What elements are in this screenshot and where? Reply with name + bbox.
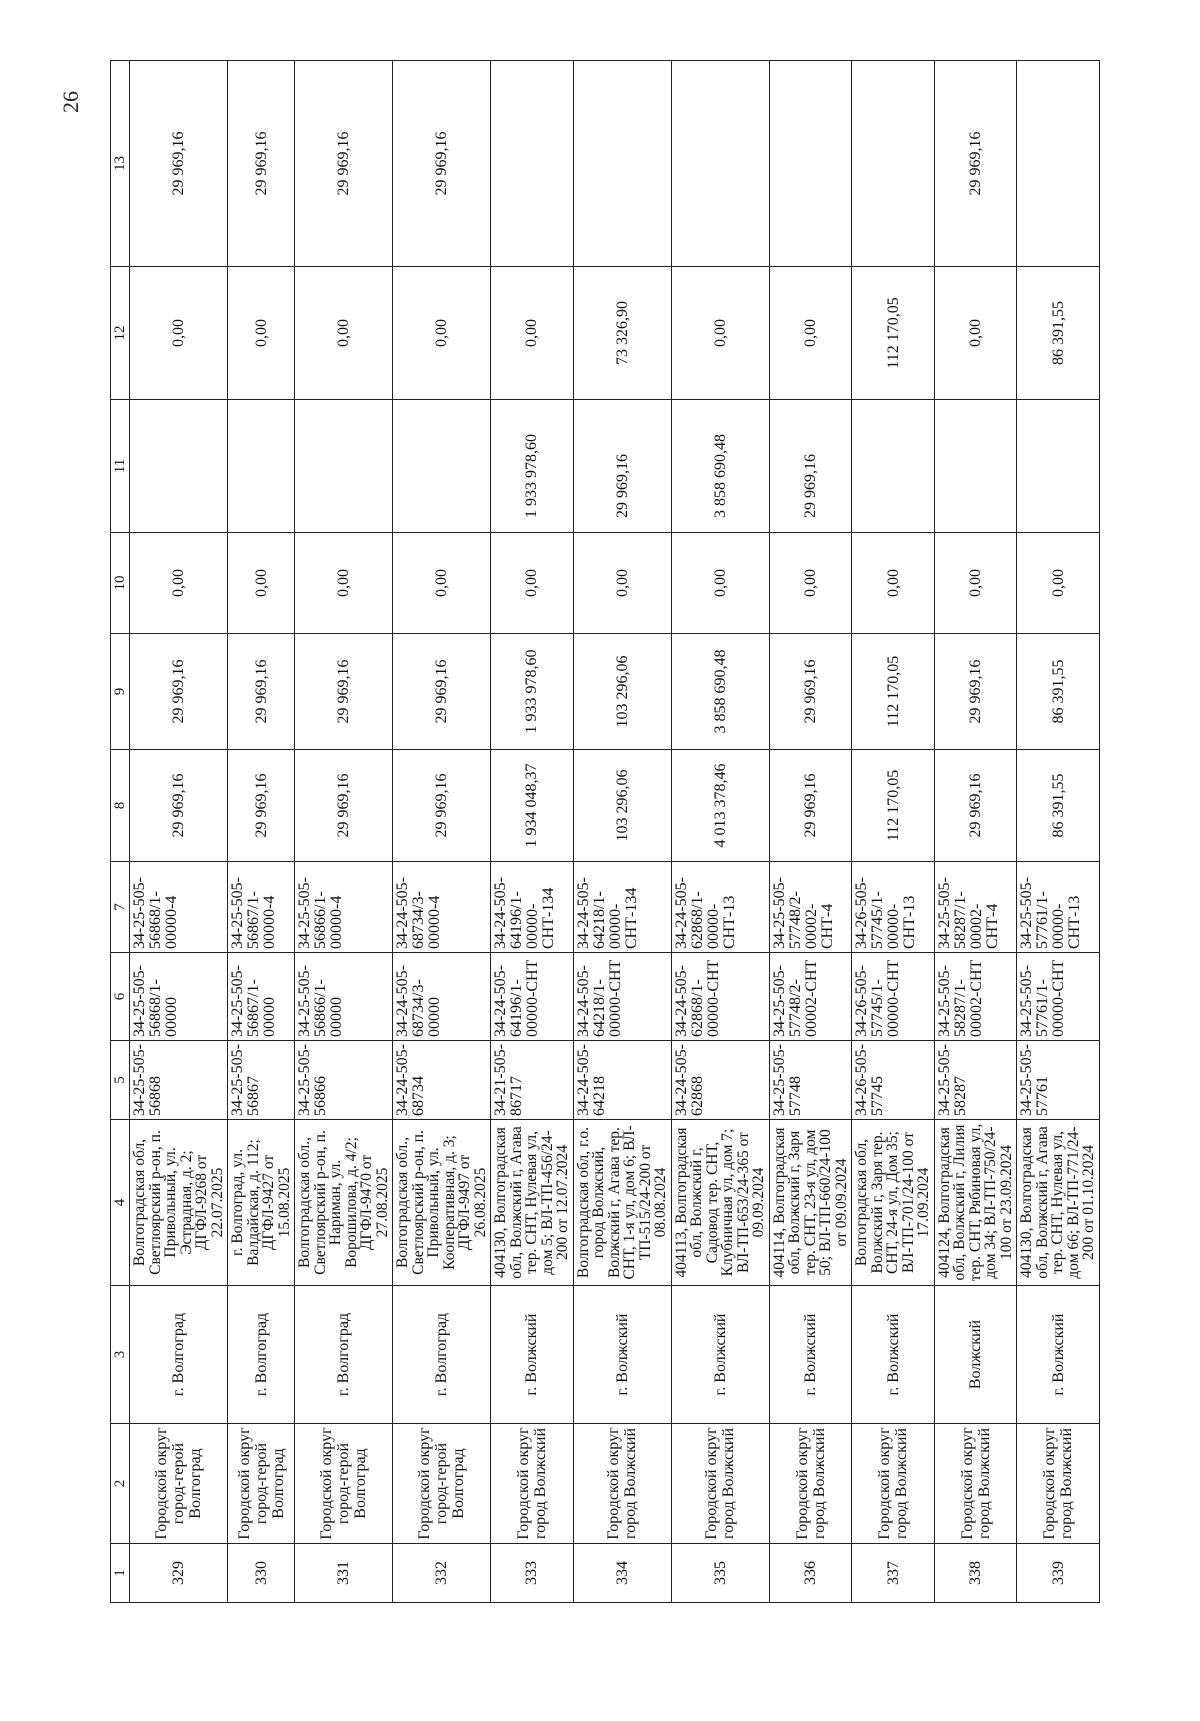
cell-amount-col9: 29 969,16 [295, 634, 393, 750]
cell-municipality: Городской округ город-герой Волгоград [295, 1424, 393, 1544]
cell-address-contract: 404113, Волгоградская обл, Волжский г, Садовод тер. СНТ, Клубничная ул, дом 7; ВЛ-ТП-653/24-365 от 09.09.2024 [671, 1120, 769, 1286]
cell-cadastral-id: 34-24-505-62868 [671, 1041, 769, 1120]
cell-cadastral-id: 34-25-505-56866 [295, 1041, 393, 1120]
table-row [671, 61, 769, 1603]
cell-amount-col8: 29 969,16 [228, 750, 295, 862]
cell-city: г. Волжский [573, 1286, 671, 1424]
cell-amount-col11 [393, 400, 491, 533]
cell-cadastral-id: 34-25-505-56867 [228, 1041, 295, 1120]
cell-amount-col9: 86 391,55 [1017, 634, 1100, 750]
table-row [769, 61, 852, 1603]
table-row [393, 61, 491, 1603]
cell-amount-col12: 86 391,55 [1017, 267, 1100, 400]
col-header-11: 11 [111, 400, 130, 533]
cell-address-contract: Волгоградская обл., Светлоярский р-он, п. Нариман, ул. Ворошилова, д. 4/2; ДГФЛ-9470 от 27.08.2025 [295, 1120, 393, 1286]
cell-contract-id: 34-24-505-64218/1-00000-СНТ-134 [573, 862, 671, 953]
cell-municipality: Городской округ город Волжский [671, 1424, 769, 1544]
cell-contract-id: 34-24-505-64196/1-00000-СНТ-134 [491, 862, 574, 953]
cell-amount-col11: 29 969,16 [769, 400, 852, 533]
cell-row-number: 334 [573, 1544, 671, 1603]
col-header-2: 2 [111, 1424, 130, 1544]
cell-amount-col10: 0,00 [573, 533, 671, 634]
cell-amount-col12: 0,00 [491, 267, 574, 400]
cell-address-contract: 404114, Волгоградская обл, Волжский г, Заря тер. СНТ, 23-я ул, дом 50; ВЛ-ТП-660/24-100 от 09.09.2024 [769, 1120, 852, 1286]
col-header-8: 8 [111, 750, 130, 862]
cell-city: г. Волжский [852, 1286, 935, 1424]
cell-row-number: 338 [934, 1544, 1017, 1603]
cell-object-id: 34-24-505-64218/1-00000-СНТ [573, 953, 671, 1041]
cell-row-number: 333 [491, 1544, 574, 1603]
cell-amount-col9: 29 969,16 [393, 634, 491, 750]
data-table [110, 60, 1100, 1603]
cell-address-contract: Волгоградская обл, Волжский г, Заря тер. СНТ, 24-я ул, Дом 35; ВЛ-ТП-701/24-100 от 17.09.2024 [852, 1120, 935, 1286]
cell-cadastral-id: 34-25-505-57748 [769, 1041, 852, 1120]
cell-contract-id: 34-24-505-68734/3-00000-4 [393, 862, 491, 953]
cell-cadastral-id: 34-24-505-64218 [573, 1041, 671, 1120]
cell-row-number: 335 [671, 1544, 769, 1603]
cell-amount-col13 [573, 61, 671, 267]
table-row [573, 61, 671, 1603]
cell-amount-col8: 29 969,16 [934, 750, 1017, 862]
cell-amount-col8: 29 969,16 [393, 750, 491, 862]
cell-municipality: Городской округ город Волжский [573, 1424, 671, 1544]
cell-city: г. Волжский [769, 1286, 852, 1424]
col-header-7: 7 [111, 862, 130, 953]
cell-row-number: 329 [130, 1544, 228, 1603]
cell-amount-col11 [130, 400, 228, 533]
cell-amount-col13 [671, 61, 769, 267]
cell-amount-col10: 0,00 [1017, 533, 1100, 634]
cell-amount-col9: 112 170,05 [852, 634, 935, 750]
cell-amount-col8: 103 296,06 [573, 750, 671, 862]
table-row [934, 61, 1017, 1603]
cell-amount-col13: 29 969,16 [130, 61, 228, 267]
cell-object-id: 34-26-505-57745/1-00000-СНТ [852, 953, 935, 1041]
cell-contract-id: 34-25-505-56868/1-00000-4 [130, 862, 228, 953]
cell-city: Волжский [934, 1286, 1017, 1424]
cell-amount-col12: 0,00 [393, 267, 491, 400]
cell-amount-col10: 0,00 [130, 533, 228, 634]
cell-municipality: Городской округ город Волжский [1017, 1424, 1100, 1544]
cell-row-number: 339 [1017, 1544, 1100, 1603]
cell-amount-col12: 0,00 [228, 267, 295, 400]
cell-municipality: Городской округ город-герой Волгоград [228, 1424, 295, 1544]
cell-amount-col11 [1017, 400, 1100, 533]
cell-address-contract: 404130, Волгоградская обл, Волжский г, Агава тер. СНТ, Нулевая ул, дом 5; ВЛ-ТП-456/24-200 от 12.07.2024 [491, 1120, 574, 1286]
cell-city: г. Волгоград [130, 1286, 228, 1424]
cell-amount-col12: 0,00 [934, 267, 1017, 400]
cell-amount-col12: 0,00 [769, 267, 852, 400]
cell-address-contract: Волгоградская обл., Светлоярский р-он, п. Привольный, ул. Кооперативная, д. 3; ДГФЛ-9497 от 26.08.2025 [393, 1120, 491, 1286]
cell-row-number: 336 [769, 1544, 852, 1603]
cell-city: г. Волгоград [295, 1286, 393, 1424]
cell-amount-col10: 0,00 [228, 533, 295, 634]
cell-municipality: Городской округ город Волжский [934, 1424, 1017, 1544]
cell-object-id: 34-25-505-56866/1-00000 [295, 953, 393, 1041]
table-body [130, 61, 1100, 1603]
col-header-9: 9 [111, 634, 130, 750]
table-row [295, 61, 393, 1603]
cell-city: г. Волгоград [228, 1286, 295, 1424]
cell-amount-col12: 0,00 [671, 267, 769, 400]
cell-amount-col9: 29 969,16 [228, 634, 295, 750]
cell-contract-id: 34-25-505-57748/2-00002-СНТ-4 [769, 862, 852, 953]
cell-amount-col13 [852, 61, 935, 267]
cell-municipality: Городской округ город Волжский [852, 1424, 935, 1544]
cell-contract-id: 34-25-505-56867/1-00000-4 [228, 862, 295, 953]
cell-object-id: 34-25-505-56868/1-00000 [130, 953, 228, 1041]
cell-city: г. Волгоград [393, 1286, 491, 1424]
cell-amount-col10: 0,00 [295, 533, 393, 634]
cell-object-id: 34-25-505-57761/1-00000-СНТ [1017, 953, 1100, 1041]
cell-amount-col10: 0,00 [852, 533, 935, 634]
cell-amount-col8: 1 934 048,37 [491, 750, 574, 862]
cell-object-id: 34-24-505-64196/1-00000-СНТ [491, 953, 574, 1041]
cell-municipality: Городской округ город Волжский [769, 1424, 852, 1544]
cell-amount-col11: 29 969,16 [573, 400, 671, 533]
cell-amount-col9: 103 296,06 [573, 634, 671, 750]
cell-address-contract: 404124, Волгоградская обл, Волжский г, Лилия тер. СНТ, Рябиновая ул, дом 34; ВЛ-ТП-750/24-100 от 23.09.2024 [934, 1120, 1017, 1286]
rotated-table-container [110, 61, 1100, 1603]
col-header-5: 5 [111, 1041, 130, 1120]
cell-amount-col13 [769, 61, 852, 267]
cell-row-number: 331 [295, 1544, 393, 1603]
cell-amount-col8: 29 969,16 [295, 750, 393, 862]
col-header-12: 12 [111, 267, 130, 400]
cell-address-contract: г. Волгоград, ул. Валдайская, д. 112; ДГФЛ-9427 от 15.08.2025 [228, 1120, 295, 1286]
cell-contract-id: 34-25-505-57761/1-00000-СНТ-13 [1017, 862, 1100, 953]
cell-amount-col11 [295, 400, 393, 533]
cell-object-id: 34-24-505-62868/1-00000-СНТ [671, 953, 769, 1041]
cell-amount-col10: 0,00 [769, 533, 852, 634]
cell-amount-col8: 112 170,05 [852, 750, 935, 862]
cell-cadastral-id: 34-25-505-56868 [130, 1041, 228, 1120]
col-header-10: 10 [111, 533, 130, 634]
cell-contract-id: 34-26-505-57745/1-00000-СНТ-13 [852, 862, 935, 953]
cell-address-contract: Волгоградская обл, г.о. город Волжский, Волжский г, Агава тер. СНТ, 1-я ул, дом 6; ВЛ-ТП-515/24-200 от 08.08.2024 [573, 1120, 671, 1286]
cell-amount-col9: 29 969,16 [130, 634, 228, 750]
cell-cadastral-id: 34-24-505-68734 [393, 1041, 491, 1120]
cell-amount-col11 [934, 400, 1017, 533]
col-header-3: 3 [111, 1286, 130, 1424]
cell-contract-id: 34-25-505-58287/1-00002-СНТ-4 [934, 862, 1017, 953]
col-header-6: 6 [111, 953, 130, 1041]
cell-amount-col9: 29 969,16 [769, 634, 852, 750]
cell-address-contract: Волгоградская обл, Светлоярский р-он, п. Привольный, ул. Эстрадная, д. 2; ДГФЛ-9268 от 22.07.2025 [130, 1120, 228, 1286]
cell-cadastral-id: 34-26-505-57745 [852, 1041, 935, 1120]
cell-object-id: 34-24-505-68734/3-00000 [393, 953, 491, 1041]
cell-municipality: Городской округ город Волжский [491, 1424, 574, 1544]
table-row [130, 61, 228, 1603]
cell-contract-id: 34-24-505-62868/1-00000-СНТ-13 [671, 862, 769, 953]
cell-amount-col8: 4 013 378,46 [671, 750, 769, 862]
cell-amount-col13 [1017, 61, 1100, 267]
table-row [852, 61, 935, 1603]
cell-amount-col9: 3 858 690,48 [671, 634, 769, 750]
cell-amount-col8: 29 969,16 [769, 750, 852, 862]
cell-cadastral-id: 34-25-505-58287 [934, 1041, 1017, 1120]
cell-object-id: 34-25-505-56867/1-00000 [228, 953, 295, 1041]
cell-amount-col13: 29 969,16 [295, 61, 393, 267]
table-row [228, 61, 295, 1603]
cell-amount-col13: 29 969,16 [393, 61, 491, 267]
cell-amount-col13: 29 969,16 [934, 61, 1017, 267]
cell-amount-col11: 1 933 978,60 [491, 400, 574, 533]
cell-amount-col12: 112 170,05 [852, 267, 935, 400]
cell-amount-col11: 3 858 690,48 [671, 400, 769, 533]
cell-address-contract: 404130, Волгоградская обл, Волжский г, Агава тер. СНТ, Нулевая ул, дом 66; ВЛ-ТП-771/24-200 от 01.10.2024 [1017, 1120, 1100, 1286]
cell-cadastral-id: 34-25-505-57761 [1017, 1041, 1100, 1120]
cell-amount-col9: 29 969,16 [934, 634, 1017, 750]
cell-row-number: 337 [852, 1544, 935, 1603]
cell-amount-col12: 73 326,90 [573, 267, 671, 400]
col-header-4: 4 [111, 1120, 130, 1286]
cell-amount-col10: 0,00 [491, 533, 574, 634]
table-row [1017, 61, 1100, 1603]
cell-amount-col8: 86 391,55 [1017, 750, 1100, 862]
cell-amount-col10: 0,00 [934, 533, 1017, 634]
cell-municipality: Городской округ город-герой Волгоград [393, 1424, 491, 1544]
column-number-row [111, 61, 130, 1603]
page-number: 26 [58, 91, 83, 113]
cell-amount-col12: 0,00 [295, 267, 393, 400]
cell-amount-col11 [228, 400, 295, 533]
cell-cadastral-id: 34-21-505-86717 [491, 1041, 574, 1120]
cell-amount-col9: 1 933 978,60 [491, 634, 574, 750]
table-row [491, 61, 574, 1603]
cell-object-id: 34-25-505-57748/2-00002-СНТ [769, 953, 852, 1041]
cell-row-number: 332 [393, 1544, 491, 1603]
cell-municipality: Городской округ город-герой Волгоград [130, 1424, 228, 1544]
cell-city: г. Волжский [491, 1286, 574, 1424]
cell-row-number: 330 [228, 1544, 295, 1603]
cell-city: г. Волжский [671, 1286, 769, 1424]
col-header-13: 13 [111, 61, 130, 267]
cell-object-id: 34-25-505-58287/1-00002-СНТ [934, 953, 1017, 1041]
cell-amount-col12: 0,00 [130, 267, 228, 400]
cell-amount-col13 [491, 61, 574, 267]
cell-contract-id: 34-25-505-56866/1-00000-4 [295, 862, 393, 953]
cell-amount-col10: 0,00 [671, 533, 769, 634]
cell-amount-col10: 0,00 [393, 533, 491, 634]
cell-city: г. Волжский [1017, 1286, 1100, 1424]
cell-amount-col8: 29 969,16 [130, 750, 228, 862]
col-header-1: 1 [111, 1544, 130, 1603]
cell-amount-col11 [852, 400, 935, 533]
cell-amount-col13: 29 969,16 [228, 61, 295, 267]
